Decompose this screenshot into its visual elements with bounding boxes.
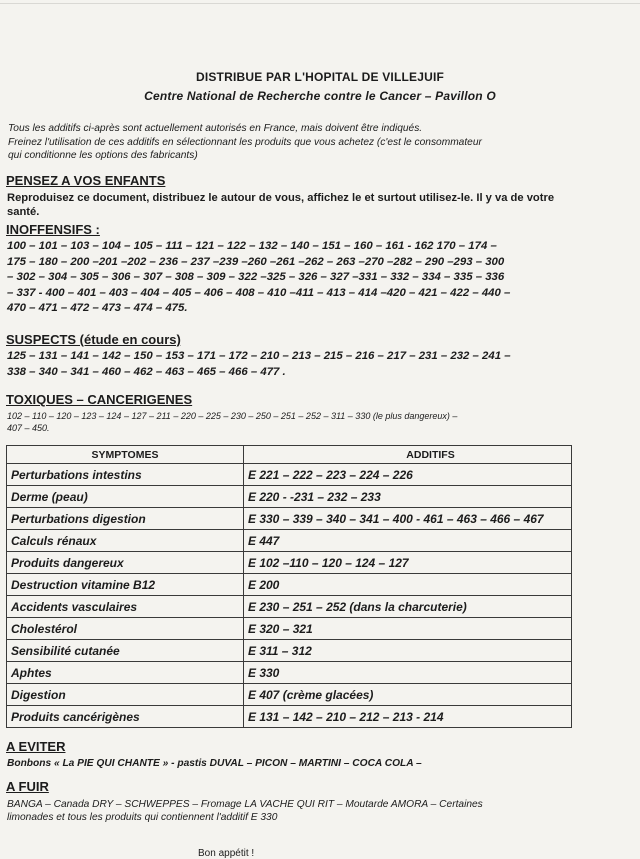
suspects-list: [7, 349, 587, 380]
additives-cell: E 407 (crème glacées): [244, 684, 572, 706]
inoffensifs-line: 175 – 180 – 200 –201 –202 – 236 – 237 –239 –260 –261 –262 – 263 –270 –282 – 290 –293 – 300: [7, 255, 505, 268]
table-row: [7, 486, 572, 508]
table-header-row: [7, 446, 572, 464]
symptom-cell: Destruction vitamine B12: [7, 574, 244, 596]
table-row: [7, 574, 572, 596]
symptom-cell: Cholestérol: [7, 618, 244, 640]
additives-cell: E 311 – 312: [244, 640, 572, 662]
heading-pensez: PENSEZ A VOS ENFANTS: [6, 173, 166, 188]
column-header-additifs: ADDITIFS: [244, 446, 572, 464]
column-header-symptomes: SYMPTOMES: [7, 446, 244, 464]
inoffensifs-line: – 302 – 304 – 305 – 306 – 307 – 308 – 309 – 322 –325 – 326 – 327 –331 – 332 – 334 – 335 – 336: [7, 271, 505, 283]
scan-edge-line: [0, 3, 640, 4]
intro-line-2: [8, 136, 568, 162]
additives-cell: E 330: [244, 662, 572, 684]
toxiques-line: 102 – 110 – 120 – 123 – 124 – 127 – 211 – 220 – 225 – 230 – 250 – 251 – 252 – 311 – 330 (le plus dangereux) –: [7, 411, 458, 421]
symptom-cell: Perturbations digestion: [7, 508, 244, 530]
suspects-line: 338 – 340 – 341 – 460 – 462 – 463 – 465 – 466 – 477 .: [7, 365, 286, 378]
heading-suspects: SUSPECTS (étude en cours): [6, 332, 181, 347]
symptom-cell: Derme (peau): [7, 486, 244, 508]
intro-line-2b: qui conditionne les options des fabricants): [8, 150, 198, 161]
symptom-cell: Accidents vasculaires: [7, 596, 244, 618]
symptom-cell: Produits cancérigènes: [7, 706, 244, 728]
table-row: [7, 530, 572, 552]
table-row: [7, 618, 572, 640]
additives-cell: E 131 – 142 – 210 – 212 – 213 - 214: [244, 706, 572, 728]
document-subtitle: Centre National de Recherche contre le Cancer – Pavillon O: [144, 89, 496, 103]
table-row: [7, 684, 572, 706]
signoff: Bon appétit !: [198, 848, 255, 859]
symptom-cell: Produits dangereux: [7, 552, 244, 574]
document-title: DISTRIBUE PAR L'HOPITAL DE VILLEJUIF: [195, 70, 445, 84]
additives-cell: E 320 – 321: [244, 618, 572, 640]
symptom-cell: Calculs rénaux: [7, 530, 244, 552]
inoffensifs-line: 470 – 471 – 472 – 473 – 474 – 475.: [7, 302, 188, 314]
toxiques-line: 407 – 450.: [7, 423, 50, 433]
symptom-cell: Digestion: [7, 684, 244, 706]
pensez-text: Reproduisez ce document, distribuez le autour de vous, affichez le et surtout utilisez-le. Il y va de votre santé.: [7, 192, 555, 218]
heading-a-fuir: A FUIR: [6, 779, 49, 794]
additives-cell: E 220 - -231 – 232 – 233: [244, 486, 572, 508]
inoffensifs-list: [7, 239, 587, 317]
additives-cell: E 102 –110 – 120 – 124 – 127: [244, 552, 572, 574]
symptoms-table: [6, 445, 572, 728]
symptom-cell: Sensibilité cutanée: [7, 640, 244, 662]
table-row: [7, 706, 572, 728]
additives-cell: E 221 – 222 – 223 – 224 – 226: [244, 464, 572, 486]
additives-cell: E 200: [244, 574, 572, 596]
a-fuir-line-1: BANGA – Canada DRY – SCHWEPPES – Fromage LA VACHE QUI RIT – Moutarde AMORA – Certaines: [7, 799, 483, 810]
inoffensifs-line: – 337 - 400 – 401 – 403 – 404 – 405 – 406 – 408 – 410 –411 – 413 – 414 –420 – 421 – 422 – 440 –: [7, 286, 511, 299]
intro-line-2a: Freinez l'utilisation de ces additifs en sélectionnant les produits que vous achetez (c'est le consommateur: [8, 137, 482, 148]
additives-cell: E 330 – 339 – 340 – 341 – 400 - 461 – 463 – 466 – 467: [244, 508, 572, 530]
toxiques-list: [7, 410, 567, 434]
a-fuir-text: [7, 798, 587, 824]
symptom-cell: Aphtes: [7, 662, 244, 684]
heading-inoffensifs: INOFFENSIFS :: [6, 222, 100, 237]
additives-cell: E 447: [244, 530, 572, 552]
table-row: [7, 662, 572, 684]
intro-line-1: Tous les additifs ci-après sont actuellement autorisés en France, mais doivent être indiqués.: [8, 123, 423, 134]
table-row: [7, 508, 572, 530]
additives-cell: E 230 – 251 – 252 (dans la charcuterie): [244, 596, 572, 618]
suspects-line: 125 – 131 – 141 – 142 – 150 – 153 – 171 – 172 – 210 – 213 – 215 – 216 – 217 – 231 – 232 – 241 –: [7, 350, 511, 362]
heading-a-eviter: A EVITER: [6, 739, 66, 754]
a-eviter-text: Bonbons « La PIE QUI CHANTE » - pastis DUVAL – PICON – MARTINI – COCA COLA –: [7, 758, 422, 769]
symptom-cell: Perturbations intestins: [7, 464, 244, 486]
inoffensifs-line: 100 – 101 – 103 – 104 – 105 – 111 – 121 – 122 – 132 – 140 – 151 – 160 – 161 - 162 170 – 174 –: [7, 240, 497, 252]
table-row: [7, 552, 572, 574]
table-row: [7, 596, 572, 618]
a-fuir-line-2: limonades et tous les produits qui contiennent l'additif E 330: [7, 812, 278, 823]
table-row: [7, 464, 572, 486]
heading-toxiques: TOXIQUES – CANCERIGENES: [6, 392, 193, 407]
table-row: [7, 640, 572, 662]
